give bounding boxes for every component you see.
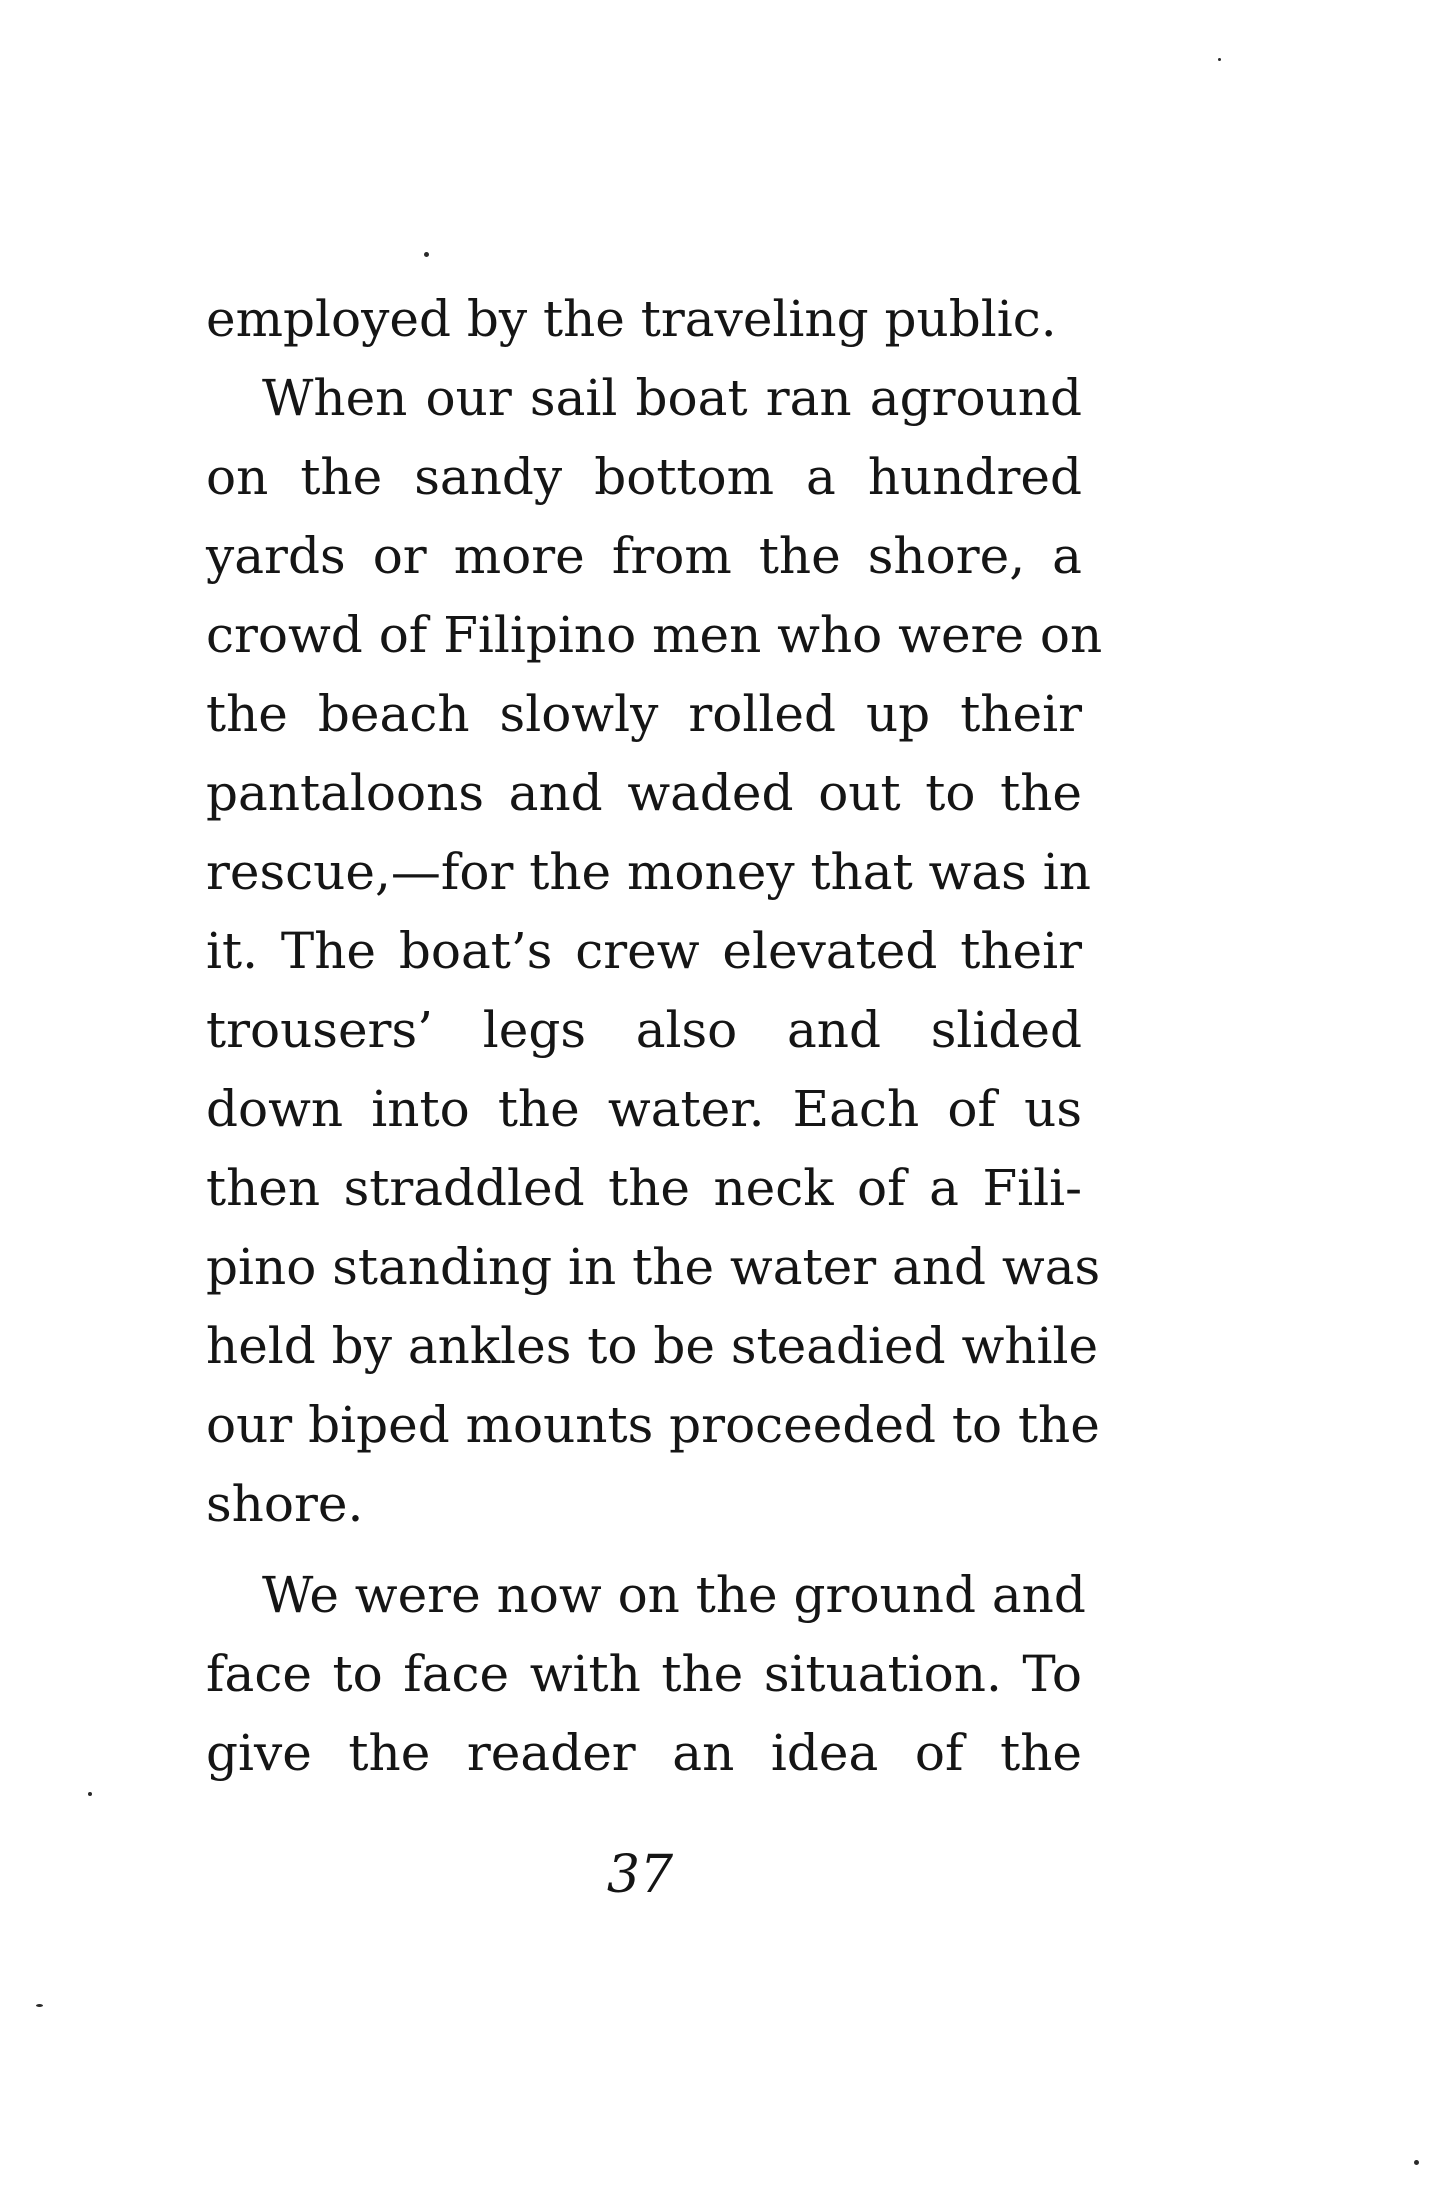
text-line: rescue,—for the money that was in <box>206 843 1091 901</box>
text-line: employed by the traveling public. <box>206 290 1057 348</box>
scan-speck <box>1218 58 1221 61</box>
text-line: pantaloons and waded out to the <box>206 764 1082 822</box>
text-line: down into the water. Each of us <box>206 1080 1082 1138</box>
scan-speck <box>424 252 429 257</box>
text-line: pino standing in the water and was <box>206 1238 1101 1296</box>
text-line: When our sail boat ran aground <box>262 369 1082 427</box>
text-line: give the reader an idea of the <box>206 1724 1082 1782</box>
scan-speck <box>88 1792 92 1796</box>
page-number: 37 <box>606 1845 674 1905</box>
scan-speck <box>1414 2160 1419 2165</box>
text-line: We were now on the ground and <box>262 1566 1086 1624</box>
scan-speck <box>36 2004 43 2007</box>
text-line: it. The boat’s crew elevated their <box>206 922 1082 980</box>
text-line: the beach slowly rolled up their <box>206 685 1082 743</box>
text-line: held by ankles to be steadied while <box>206 1317 1099 1375</box>
text-line: face to face with the situation. To <box>206 1645 1082 1703</box>
text-line: crowd of Filipino men who were on <box>206 606 1103 664</box>
text-line: our biped mounts proceeded to the <box>206 1396 1100 1454</box>
text-line: on the sandy bottom a hundred <box>206 448 1082 506</box>
text-line: trousers’ legs also and slided <box>206 1001 1082 1059</box>
text-line: then straddled the neck of a Fili- <box>206 1159 1082 1217</box>
body-text <box>206 280 1103 1793</box>
text-line: shore. <box>206 1475 364 1533</box>
text-line: yards or more from the shore, a <box>206 527 1082 585</box>
